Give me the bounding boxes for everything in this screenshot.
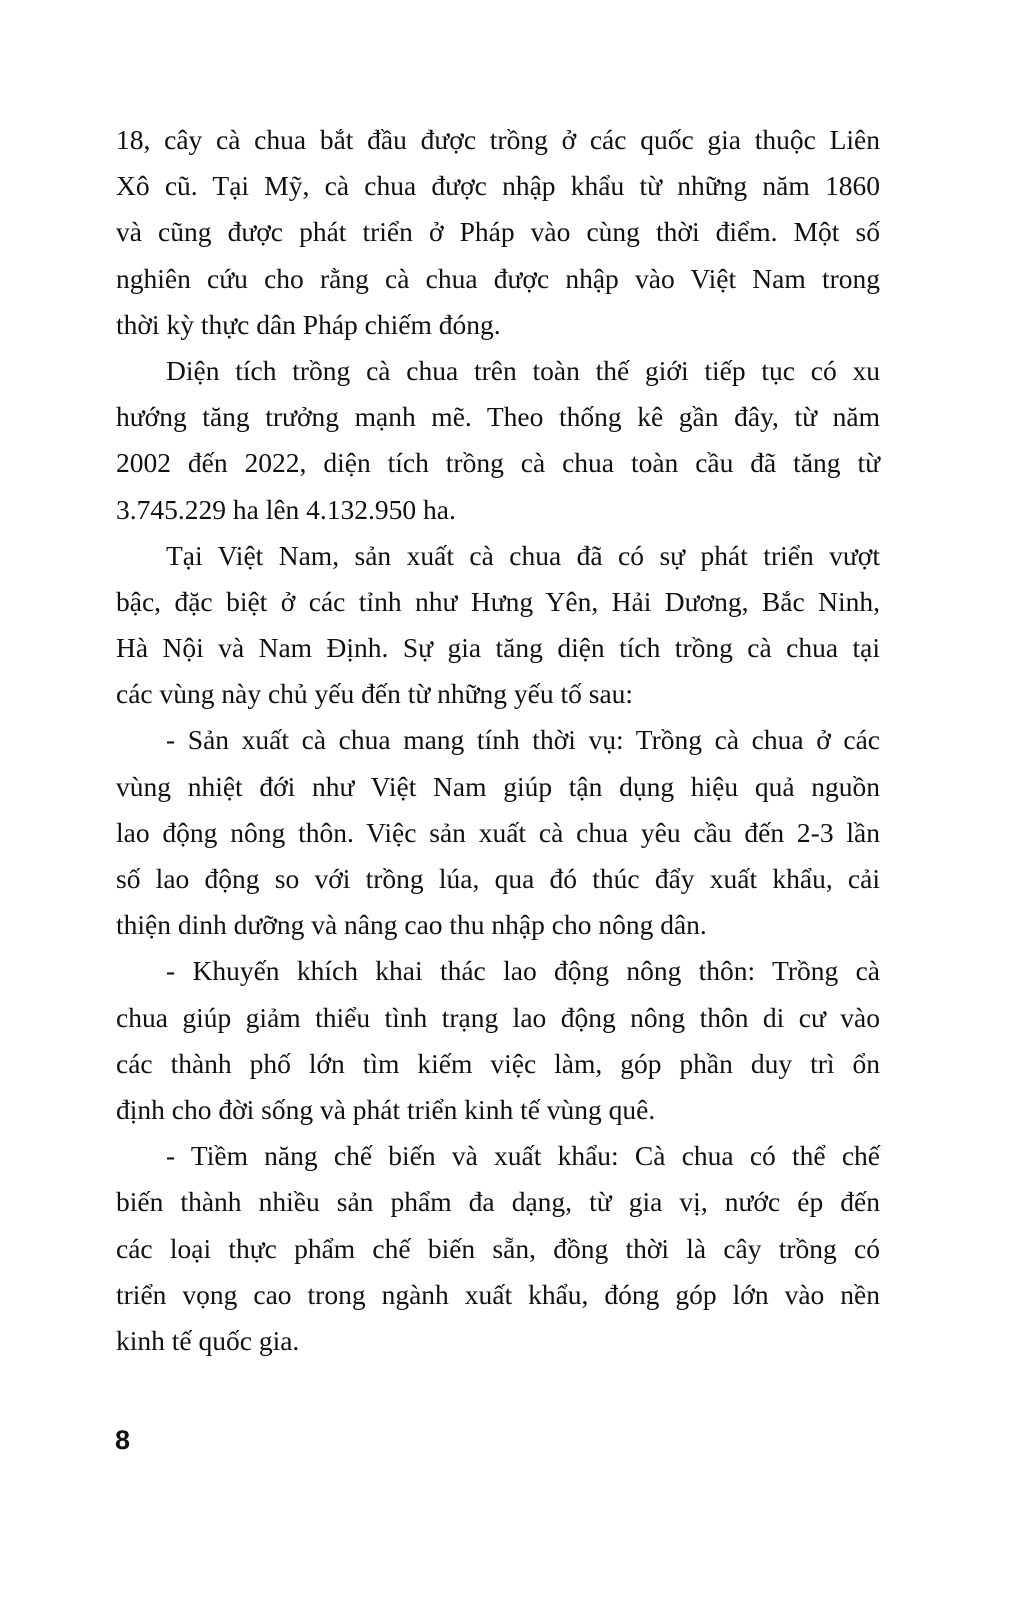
text-line: - Tiềm năng chế biến và xuất khẩu: Cà chua có thể chế — [166, 1140, 880, 1172]
text-line: - Sản xuất cà chua mang tính thời vụ: Trồng cà chua ở các — [166, 724, 880, 756]
text-line: bậc, đặc biệt ở các tỉnh như Hưng Yên, Hải Dương, Bắc Ninh, — [116, 585, 880, 617]
text-line: số lao động so với trồng lúa, qua đó thúc đẩy xuất khẩu, cải — [116, 863, 880, 894]
text-line: Tại Việt Nam, sản xuất cà chua đã có sự phát triển vượt — [166, 539, 880, 571]
text-line: triển vọng cao trong ngành xuất khẩu, đóng góp lớn vào nền — [116, 1278, 880, 1310]
text-line: Diện tích trồng cà chua trên toàn thế giới tiếp tục có xu — [166, 354, 880, 386]
text-line: và cũng được phát triển ở Pháp vào cùng thời điểm. Một số — [116, 216, 880, 248]
text-line: 2002 đến 2022, diện tích trồng cà chua toàn cầu đã tăng từ — [116, 447, 880, 479]
page-body — [116, 117, 880, 1364]
page-number: 8 — [115, 1425, 131, 1455]
text-line: định cho đời sống và phát triển kinh tế vùng quê. — [116, 1093, 656, 1125]
text-line: Hà Nội và Nam Định. Sự gia tăng diện tích trồng cà chua tại — [116, 632, 880, 664]
bullet-paragraph — [116, 948, 880, 1133]
text-line: Xô cũ. Tại Mỹ, cà chua được nhập khẩu từ những năm 1860 — [116, 170, 880, 202]
text-line: biến thành nhiều sản phẩm đa dạng, từ gia vị, nước ép đến — [116, 1186, 880, 1218]
text-line: thời kỳ thực dân Pháp chiếm đóng. — [116, 308, 501, 340]
paragraph — [116, 117, 880, 348]
text-line: vùng nhiệt đới như Việt Nam giúp tận dụng hiệu quả nguồn — [116, 770, 880, 802]
text-line: các loại thực phẩm chế biến sẵn, đồng thời là cây trồng có — [116, 1232, 880, 1264]
bullet-paragraph — [116, 717, 880, 948]
text-line: 18, cây cà chua bắt đầu được trồng ở các quốc gia thuộc Liên — [116, 124, 880, 155]
text-line: hướng tăng trưởng mạnh mẽ. Theo thống kê gần đây, từ năm — [116, 401, 880, 433]
text-line: các vùng này chủ yếu đến từ những yếu tố sau: — [116, 678, 634, 710]
text-line: chua giúp giảm thiểu tình trạng lao động nông thôn di cư vào — [116, 1001, 880, 1033]
text-line: nghiên cứu cho rằng cà chua được nhập vào Việt Nam trong — [116, 262, 880, 294]
text-line: thiện dinh dưỡng và nâng cao thu nhập cho nông dân. — [116, 909, 707, 941]
paragraph — [116, 348, 880, 533]
text-line: kinh tế quốc gia. — [116, 1324, 300, 1356]
bullet-paragraph — [116, 1133, 880, 1364]
paragraph — [116, 533, 880, 718]
text-line: lao động nông thôn. Việc sản xuất cà chua yêu cầu đến 2-3 lần — [116, 816, 880, 848]
text-line: 3.745.229 ha lên 4.132.950 ha. — [116, 493, 456, 525]
text-line: - Khuyến khích khai thác lao động nông thôn: Trồng cà — [166, 955, 880, 987]
text-line: các thành phố lớn tìm kiếm việc làm, góp phần duy trì ổn — [116, 1047, 880, 1079]
